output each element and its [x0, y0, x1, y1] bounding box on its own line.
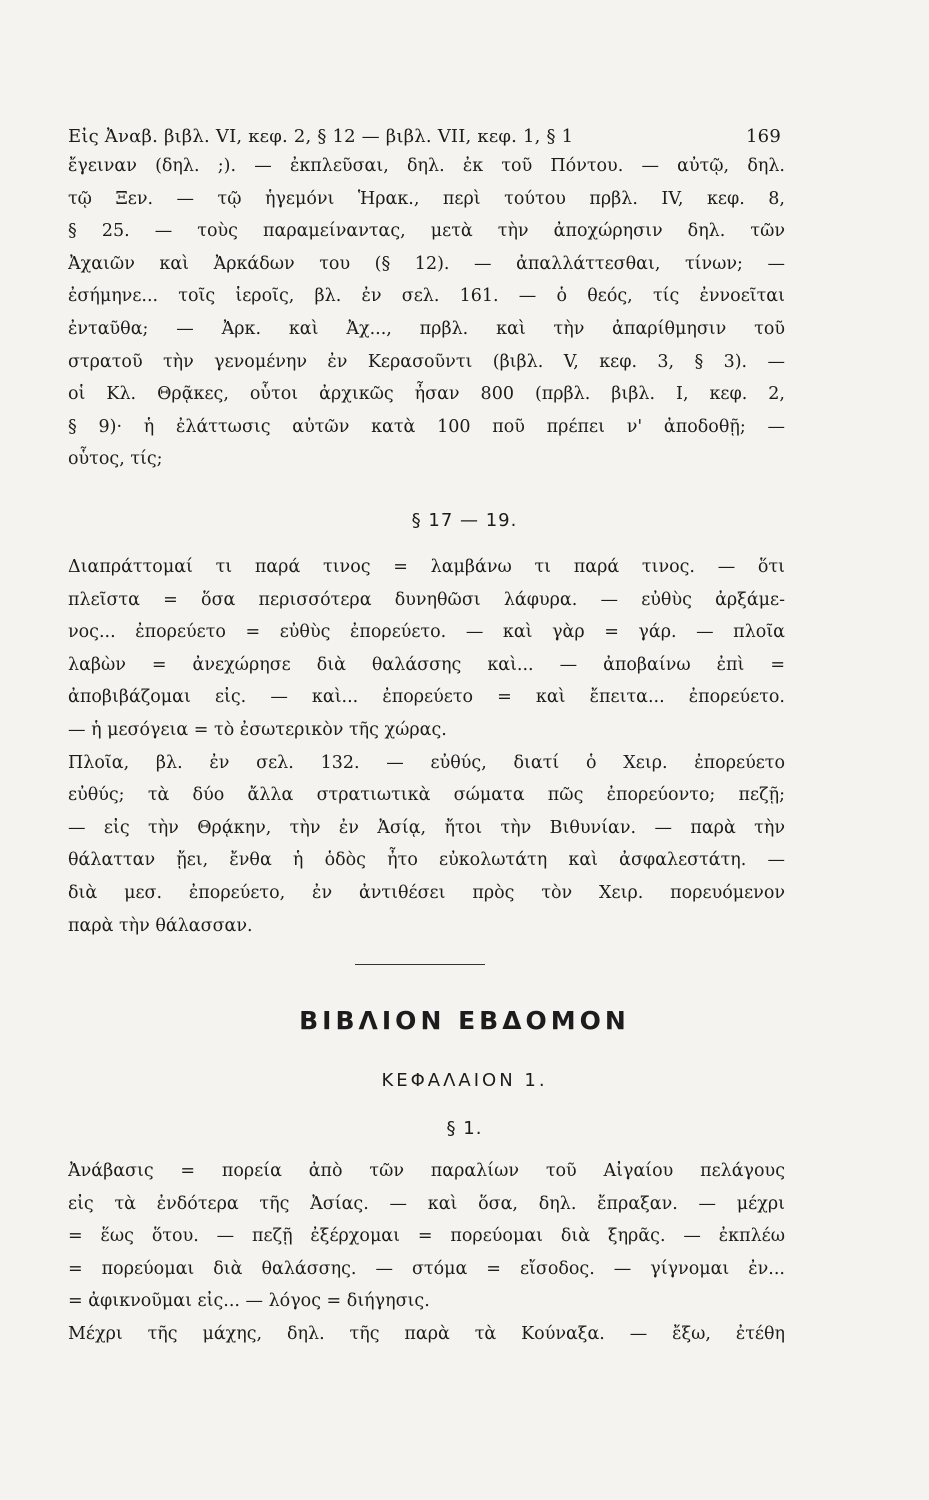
text-line: = ἀφικνοῦμαι εἰς... — λόγος = διήγησις. — [68, 1291, 430, 1312]
text-line: § 9)· ἡ ἐλάττωσις αὐτῶν κατὰ 100 ποῦ πρέπει ν' ἀποδοθῇ; — — [68, 416, 785, 437]
section-heading-17-19: § 17 — 19. — [411, 510, 518, 531]
text-line: στρατοῦ τὴν γενομένην ἐν Κερασοῦντι (βιβλ. V, κεφ. 3, § 3). — — [68, 351, 785, 372]
text-line: Ἀχαιῶν καὶ Ἀρκάδων του (§ 12). — ἀπαλλάττεσθαι, τίνων; — — [68, 253, 785, 274]
text-line: Ἀνάβασις = πορεία ἀπὸ τῶν παραλίων τοῦ Αἰγαίου πελάγους — [68, 1161, 785, 1181]
text-line: ἀποβιβάζομαι εἰς. — καὶ... ἐπορεύετο = καὶ ἔπειτα... ἐπορεύετο. — [68, 687, 785, 708]
text-line: εὐθύς; τὰ δύο ἄλλα στρατιωτικὰ σώματα πῶς ἐπορεύοντο; πεζῇ; — [68, 785, 785, 806]
commentary-block-1 — [68, 150, 785, 476]
book-title: ΒΙΒΛΙΟΝ ΕΒΔΟΜΟΝ — [299, 1006, 630, 1035]
text-line: — ἡ μεσόγεια = τὸ ἐσωτερικὸν τῆς χώρας. — [68, 719, 447, 740]
page-number: 169 — [746, 126, 781, 147]
text-line: νος... ἐπορεύετο = εὐθὺς ἐπορεύετο. — καὶ γὰρ = γάρ. — πλοῖα — [68, 622, 785, 643]
text-line: τῷ Ξεν. — τῷ ἡγεμόνι Ἡρακ., περὶ τούτου πρβλ. IV, κεφ. 8, — [68, 188, 785, 209]
chapter-title: ΚΕΦΑΛΑΙΟΝ 1. — [381, 1070, 548, 1091]
text-line: παρὰ τὴν θάλασσαν. — [68, 915, 253, 936]
text-line: ἐσήμηνε... τοῖς ἱεροῖς, βλ. ἐν σελ. 161. — ὁ θεός, τίς ἐννοεῖται — [68, 286, 785, 307]
text-line: = ἕως ὅτου. — πεζῇ ἐξέρχομαι = πορεύομαι διὰ ξηρᾶς. — ἐκπλέω — [68, 1226, 785, 1247]
text-line: οὗτος, τίς; — [68, 449, 163, 470]
text-line: πλεῖστα = ὅσα περισσότερα δυνηθῶσι λάφυρα. — εὐθὺς ἀρξάμε- — [68, 589, 785, 610]
text-line: = πορεύομαι διὰ θαλάσσης. — στόμα = εἴσοδος. — γίγνομαι ἐν... — [68, 1258, 785, 1279]
text-line: Πλοῖα, βλ. ἐν σελ. 132. — εὐθύς, διατί ὁ Χειρ. ἐπορεύετο — [68, 752, 785, 773]
running-title: Εἰς Ἀναβ. βιβλ. VI, κεφ. 2, § 12 — βιβλ. VII, κεφ. 1, § 1 — [68, 126, 574, 147]
section-heading-1: § 1. — [446, 1118, 483, 1139]
text-line: Διαπράττομαί τι παρά τινος = λαμβάνω τι παρά τινος. — ὅτι — [68, 557, 785, 577]
text-line: οἱ Κλ. Θρᾷκες, οὗτοι ἀρχικῶς ἦσαν 800 (πρβλ. βιβλ. I, κεφ. 2, — [68, 384, 785, 405]
text-line: θάλατταν ᾔει, ἔνθα ἡ ὁδὸς ἦτο εὐκολωτάτη καὶ ἀσφαλεστάτη. — — [68, 850, 785, 871]
text-line: ἔγειναν (δηλ. ;). — ἐκπλεῦσαι, δηλ. ἐκ τοῦ Πόντου. — αὐτῷ, δηλ. — [68, 156, 785, 176]
text-line: Μέχρι τῆς μάχης, δηλ. τῆς παρὰ τὰ Κούναξα. — ἔξω, ἐτέθη — [68, 1323, 785, 1344]
commentary-block-3 — [68, 1155, 785, 1351]
commentary-block-2 — [68, 551, 785, 942]
text-line: ἐνταῦθα; — Ἀρκ. καὶ Ἀχ..., πρβλ. καὶ τὴν ἀπαρίθμησιν τοῦ — [68, 318, 785, 339]
text-line: εἰς τὰ ἐνδότερα τῆς Ἀσίας. — καὶ ὅσα, δηλ. ἔπραξαν. — μέχρι — [68, 1193, 785, 1214]
text-line: διὰ μεσ. ἐπορεύετο, ἐν ἀντιθέσει πρὸς τὸν Χειρ. πορευόμενον — [68, 882, 785, 903]
running-header — [68, 126, 781, 147]
text-line: § 25. — τοὺς παραμείναντας, μετὰ τὴν ἀποχώρησιν δηλ. τῶν — [68, 221, 785, 242]
text-line: — εἰς τὴν Θρᾴκην, τὴν ἐν Ἀσίᾳ, ἤτοι τὴν Βιθυνίαν. — παρὰ τὴν — [68, 817, 785, 838]
section-divider — [355, 964, 485, 965]
text-line: λαβὼν = ἀνεχώρησε διὰ θαλάσσης καὶ... — ἀποβαίνω ἐπὶ = — [68, 654, 785, 675]
